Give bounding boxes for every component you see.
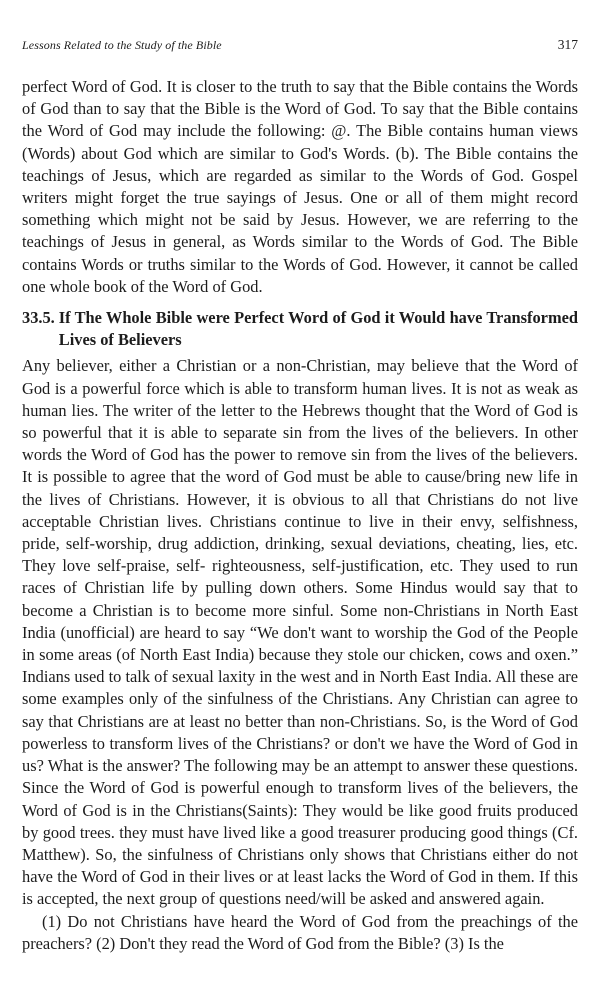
running-header (22, 38, 578, 58)
section-title: If The Whole Bible were Perfect Word of God it Would have Transformed Lives of Believers (58, 308, 578, 350)
page-body (22, 76, 578, 955)
paragraph-section-body: Any believer, either a Christian or a non-Christian, may believe that the Word of God is a powerful force which is able to transform human lives. It is not as weak as human lies. The writer of the letter to the Hebrews thought that the Word of God is so powerful that it is able to separate sin from the lives of the believers. In other words the Word of God has the power to remove sin from the lives of the believers. It is possible to agree that the word of God must be able to cause/bring new life in the lives of Christians. However, it is obvious to all that Christians do not live acceptable Christian lives. Christians continue to live in their envy, selfishness, pride, self-worship, drug addiction, drinking, sexual deviations, cheating, lies, etc. They love self-praise, self- righteousness, self-justification, etc. They used to run races of Christian life by pulling down others. Some Hindus would say that to become a Christian is to become more sinful. Some non-Christians in North East India (unofficial) are heard to say “We don't want to worship the God of the People in some areas (of North East India) because they stole our chicken, cows and oxen.” Indians used to talk of sexual laxity in the west and in North East India. All these are some examples only of the sinfulness of the Christians. Any Christian can agree to say that Christians are at least no better than non-Christians. So, is the Word of God powerless to transform lives of the Christians? or don't we have the Word of God in us? What is the answer? The following may be an attempt to answer these questions. Since the Word of God is powerful enough to transform lives of the believers, the Word of God is in the Christians(Saints): They would be like good fruits produced by good trees. they must have lived like a good treasurer producing good things (Cf. Matthew). So, the sinfulness of Christians only shows that Christians either do not have the Word of God in their lives or at least lacks the Word of God in them. If this is accepted, the next group of questions need/will be asked and answered again. (22, 356, 578, 909)
section-number: 33.5. (22, 308, 55, 328)
running-title: Lessons Related to the Study of the Bible (22, 38, 222, 52)
paragraph-continued: perfect Word of God. It is closer to the truth to say that the Bible contains the Words of God than to say that the Bible is the Word of God. To say that the Bible contains the Word of God may include the following: @. The Bible contains human views (Words) about God which are similar to God's Words. (b). The Bible contains the teachings of Jesus, which are regarded as similar to the Words of God. Gospel writers might forget the true sayings of Jesus. One or all of them might record something which might not be said by Jesus. However, we are referring to the teachings of Jesus in general, as Words similar to the Words of God. The Bible contains Words or truths similar to the Words of God. However, it cannot be called one whole book of the Word of God. (22, 77, 578, 296)
page-number: 317 (557, 37, 578, 52)
section-heading (22, 307, 578, 351)
paragraph-questions: (1) Do not Christians have heard the Word of God from the preachings of the preachers? (2) Don't they read the Word of God from the Bible? (3) Is the (22, 911, 578, 953)
